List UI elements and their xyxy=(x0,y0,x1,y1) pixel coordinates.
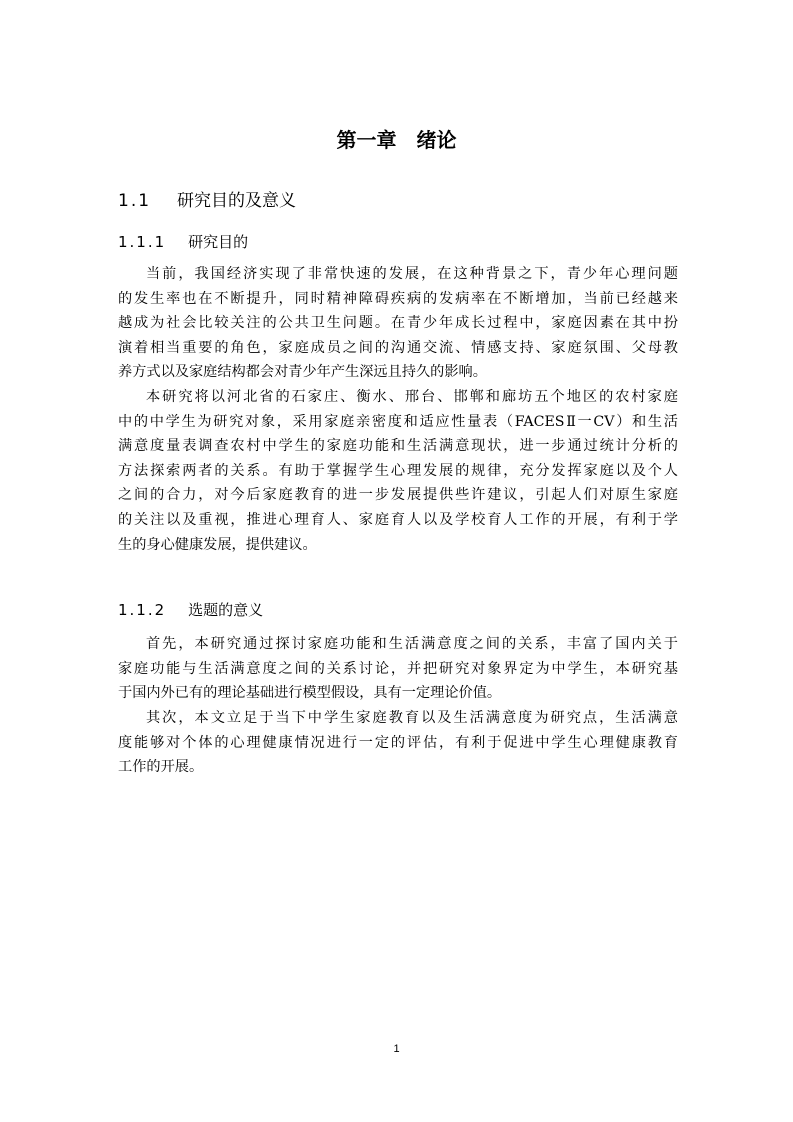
text-line: 的发生率也在不断提升，同时精神障碍疾病的发病率在不断增加，当前已经越来 xyxy=(118,290,678,307)
text-line: 本研究将以河北省的石家庄、衡水、邢台、邯郸和廊坊五个地区的农村家庭 xyxy=(146,389,678,405)
text-line: 养方式以及家庭结构都会对青少年产生深远且持久的影响。 xyxy=(118,364,487,381)
text-line: 越成为社会比较关注的公共卫生问题。在青少年成长过程中，家庭因素在其中扮 xyxy=(118,315,678,332)
text-line: 方法探索两者的关系。有助于掌握学生心理发展的规律，充分发挥家庭以及个人 xyxy=(118,462,678,479)
chapter-title: 第一章 绪论 xyxy=(336,128,457,152)
text-line: 首先，本研究通过探讨家庭功能和生活满意度之间的关系，丰富了国内关于 xyxy=(146,636,678,652)
text-line: 工作的开展。 xyxy=(118,759,204,776)
text-line: 于国内外已有的理论基础进行模型假设，具有一定理论价值。 xyxy=(118,685,502,702)
paragraph-topic-significance-2 xyxy=(118,706,678,780)
text-line: 其次，本文立足于当下中学生家庭教育以及生活满意度为研究点，生活满意 xyxy=(146,710,678,726)
section-heading-1-1-2 xyxy=(118,599,263,620)
section-number: 1.1.2 xyxy=(118,601,167,619)
paragraph-research-purpose-2 xyxy=(118,385,678,557)
section-title: 选题的意义 xyxy=(188,601,264,619)
section-heading-1-1 xyxy=(118,186,296,211)
section-title: 研究目的 xyxy=(188,233,249,251)
section-title: 研究目的及意义 xyxy=(177,191,297,211)
text-line: 之间的合力，对今后家庭教育的进一步发展提供些许建议，引起人们对原生家庭 xyxy=(118,487,678,504)
text-line: 中的中学生为研究对象，采用家庭亲密度和适应性量表（FACESⅡ一CV）和生活 xyxy=(118,413,678,430)
paragraph-topic-significance-1 xyxy=(118,632,678,706)
paragraph-research-purpose-1 xyxy=(118,262,678,385)
section-heading-1-1-1 xyxy=(118,231,248,252)
text-line: 当前，我国经济实现了非常快速的发展，在这种背景之下，青少年心理问题 xyxy=(146,266,678,282)
text-line: 满意度量表调查农村中学生的家庭功能和生活满意现状，进一步通过统计分析的 xyxy=(118,438,678,455)
text-line: 家庭功能与生活满意度之间的关系讨论，并把研究对象界定为中学生，本研究基 xyxy=(118,660,678,677)
text-line: 生的身心健康发展，提供建议。 xyxy=(118,536,317,553)
section-number: 1.1.1 xyxy=(118,233,167,251)
text-line: 演着相当重要的角色，家庭成员之间的沟通交流、情感支持、家庭氛围、父母教 xyxy=(118,339,678,356)
text-line: 的关注以及重视，推进心理育人、家庭育人以及学校育人工作的开展，有利于学 xyxy=(118,511,678,528)
text-line: 度能够对个体的心理健康情况进行一定的评估，有利于促进中学生心理健康教育 xyxy=(118,734,678,751)
section-number: 1.1 xyxy=(118,191,152,211)
page-number: 1 xyxy=(393,1043,400,1055)
